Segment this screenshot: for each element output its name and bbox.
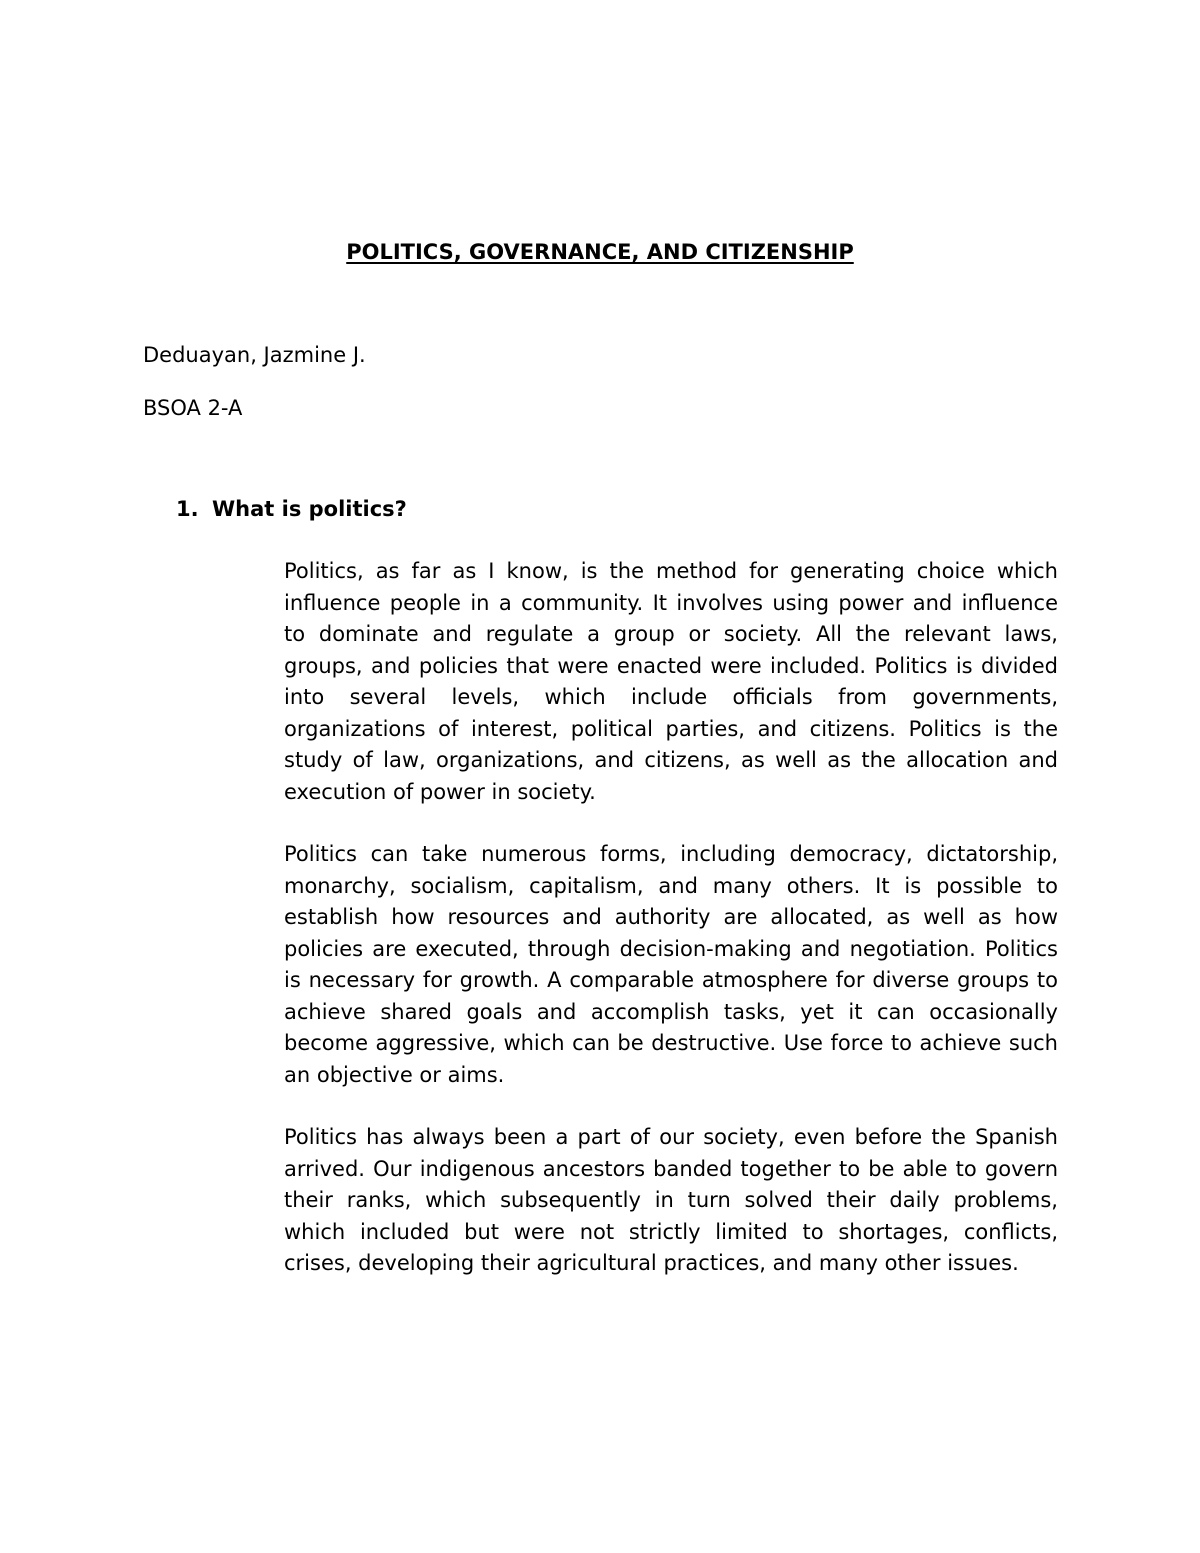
- author-name: Deduayan, Jazmine J.: [143, 343, 366, 367]
- question-number: 1.: [176, 497, 199, 521]
- answer-body: [284, 556, 1058, 1311]
- question-heading: [176, 497, 407, 521]
- class-section: BSOA 2-A: [143, 396, 243, 420]
- paragraph: Politics has always been a part of our society, even before the Spanish arrived. Our indigenous ancestors banded together to be able to govern their ranks, which subsequently in turn solved their daily problems, which included but were not strictly limited to shortages, conflicts, crises, developing their agricultural practices, and many other issues.: [284, 1125, 1058, 1275]
- paragraph: Politics, as far as I know, is the method for generating choice which influence people in a community. It involves using power and influence to dominate and regulate a group or society. All the relevant laws, groups, and policies that were enacted were included. Politics is divided into several levels, which include officials from governments, organizations of interest, political parties, and citizens. Politics is the study of law, organizations, and citizens, as well as the allocation and execution of power in society.: [284, 559, 1058, 804]
- document-title: POLITICS, GOVERNANCE, AND CITIZENSHIP: [346, 240, 854, 264]
- paragraph: Politics can take numerous forms, including democracy, dictatorship, monarchy, socialism, capitalism, and many others. It is possible to establish how resources and authority are allocated, as well as how policies are executed, through decision-making and negotiation. Politics is necessary for growth. A comparable atmosphere for diverse groups to achieve shared goals and accomplish tasks, yet it can occasionally become aggressive, which can be destructive. Use force to achieve such an objective or aims.: [284, 842, 1058, 1087]
- question-text: What is politics?: [212, 497, 407, 521]
